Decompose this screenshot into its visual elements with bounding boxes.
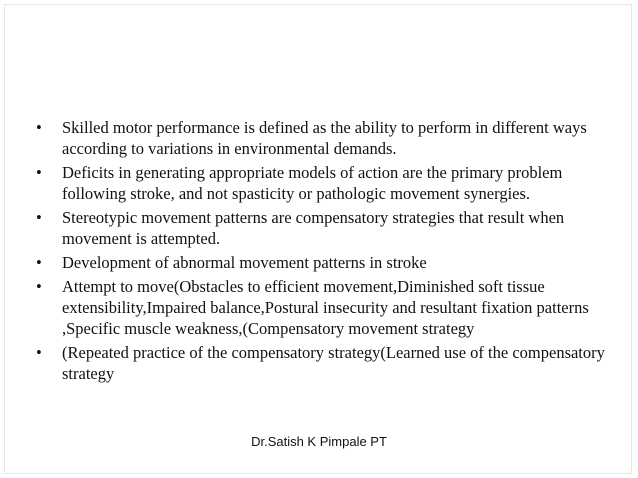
bullet-item	[36, 207, 606, 249]
bullet-icon: •	[36, 277, 42, 296]
bullet-text: Development of abnormal movement patterns in stroke	[62, 253, 427, 272]
bullet-icon: •	[36, 343, 42, 362]
bullet-text: Attempt to move(Obstacles to efficient movement,Diminished soft tissue extensibility,Impaired balance,Postural insecurity and resultant fixation patterns ,Specific muscle weakness,(Compensatory movement strategy	[62, 277, 589, 338]
bullet-icon: •	[36, 163, 42, 182]
bullet-icon: •	[36, 253, 42, 272]
bullet-text: (Repeated practice of the compensatory strategy(Learned use of the compensatory strategy	[62, 343, 605, 383]
bullet-text: Deficits in generating appropriate models of action are the primary problem following stroke, and not spasticity or pathologic movement synergies.	[62, 163, 563, 203]
bullet-icon: •	[36, 208, 42, 227]
bullet-text: Skilled motor performance is defined as the ability to perform in different ways according to variations in environmental demands.	[62, 118, 587, 158]
bullet-text: Stereotypic movement patterns are compensatory strategies that result when movement is attempted.	[62, 208, 565, 248]
bullet-list	[36, 117, 606, 387]
bullet-item	[36, 117, 606, 159]
bullet-item	[36, 342, 606, 384]
slide-footer: Dr.Satish K Pimpale PT	[251, 434, 387, 449]
bullet-item	[36, 276, 606, 339]
bullet-icon: •	[36, 118, 42, 137]
bullet-item	[36, 252, 606, 273]
bullet-item	[36, 162, 606, 204]
